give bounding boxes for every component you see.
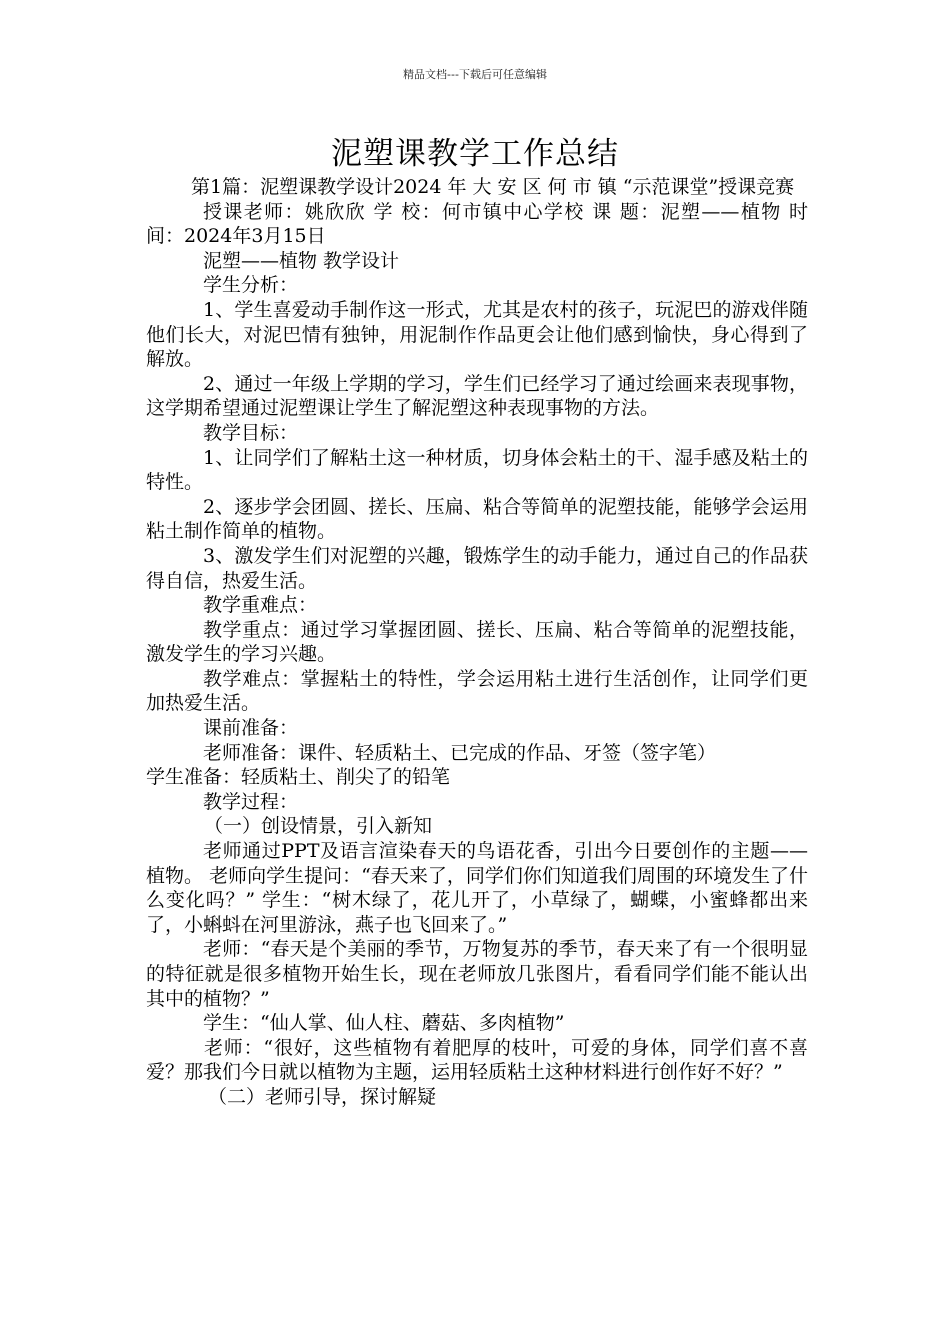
paragraph: 学生准备：轻质粘土、削尖了的铅笔	[146, 766, 451, 789]
paragraph: 老师准备：课件、轻质粘土、已完成的作品、牙签（签字笔）	[203, 741, 717, 764]
paragraph: （一）创设情景，引入新知	[204, 815, 433, 838]
paragraph: 老师通过PPT及语言渲染春天的鸟语花香，引出今日要创作的主题——植物。 老师向学生提问：“春天来了，同学们你们知道我们周围的环境发生了什么变化吗？” 学生：“树木绿了，花儿开了，小草绿了，蝴蝶，小蜜蜂都出来了，小蝌蚪在河里游泳，燕子也飞回来了。”	[146, 840, 808, 936]
paragraph: 2、通过一年级上学期的学习，学生们已经学习了通过绘画来表现事物，这学期希望通过泥塑课让学生了解泥塑这种表现事物的方法。	[146, 372, 808, 420]
paragraph: 授课老师：姚欣欣 学 校：何市镇中心学校 课 题：泥塑——植物 时 间：2024年3月15日	[146, 200, 808, 248]
paragraph: 1、学生喜爱动手制作这一形式，尤其是农村的孩子，玩泥巴的游戏伴随他们长大，对泥巴情有独钟，用泥制作作品更会让他们感到愉快，身心得到了解放。	[146, 298, 808, 371]
paragraph: 课前准备：	[203, 717, 299, 740]
paragraph: 泥塑——植物 教学设计	[203, 249, 400, 272]
paragraph: 教学重难点：	[203, 594, 318, 617]
paragraph: 学生分析：	[203, 274, 299, 297]
paragraph: 老师：“很好，这些植物有着肥厚的枝叶，可爱的身体，同学们喜不喜爱？那我们今日就以植物为主题，运用轻质粘土这种材料进行创作好不好？”	[146, 1036, 808, 1084]
paragraph: （二）老师引导，探讨解疑	[208, 1085, 437, 1108]
page-header: 精品文档---下载后可任意编辑	[403, 68, 547, 81]
paragraph: 老师：“春天是个美丽的季节，万物复苏的季节，春天来了有一个很明显的特征就是很多植物开始生长，现在老师放几张图片，看看同学们能不能认出其中的植物？”	[146, 938, 808, 1010]
paragraph: 教学难点：掌握粘土的特性，学会运用粘土进行生活创作，让同学们更加热爱生活。	[146, 667, 808, 715]
paragraph: 教学目标：	[203, 421, 299, 444]
document-body	[146, 175, 808, 1110]
paragraph: 3、激发学生们对泥塑的兴趣，锻炼学生的动手能力，通过自己的作品获得自信，热爱生活。	[146, 544, 808, 592]
paragraph: 2、逐步学会团圆、搓长、压扁、粘合等简单的泥塑技能，能够学会运用粘土制作简单的植物。	[146, 495, 808, 543]
paragraph: 教学重点：通过学习掌握团圆、搓长、压扁、粘合等简单的泥塑技能，激发学生的学习兴趣。	[146, 618, 808, 666]
paragraph: 第1篇：泥塑课教学设计2024 年 大 安 区 何 市 镇 “示范课堂”授课竞赛	[191, 176, 795, 198]
paragraph: 学生：“仙人掌、仙人柱、蘑菇、多肉植物”	[203, 1012, 565, 1035]
paragraph: 1、让同学们了解粘土这一种材质，切身体会粘土的干、湿手感及粘土的特性。	[146, 446, 808, 494]
document-title: 泥塑课教学工作总结	[331, 136, 619, 172]
paragraph: 教学过程：	[203, 790, 299, 813]
